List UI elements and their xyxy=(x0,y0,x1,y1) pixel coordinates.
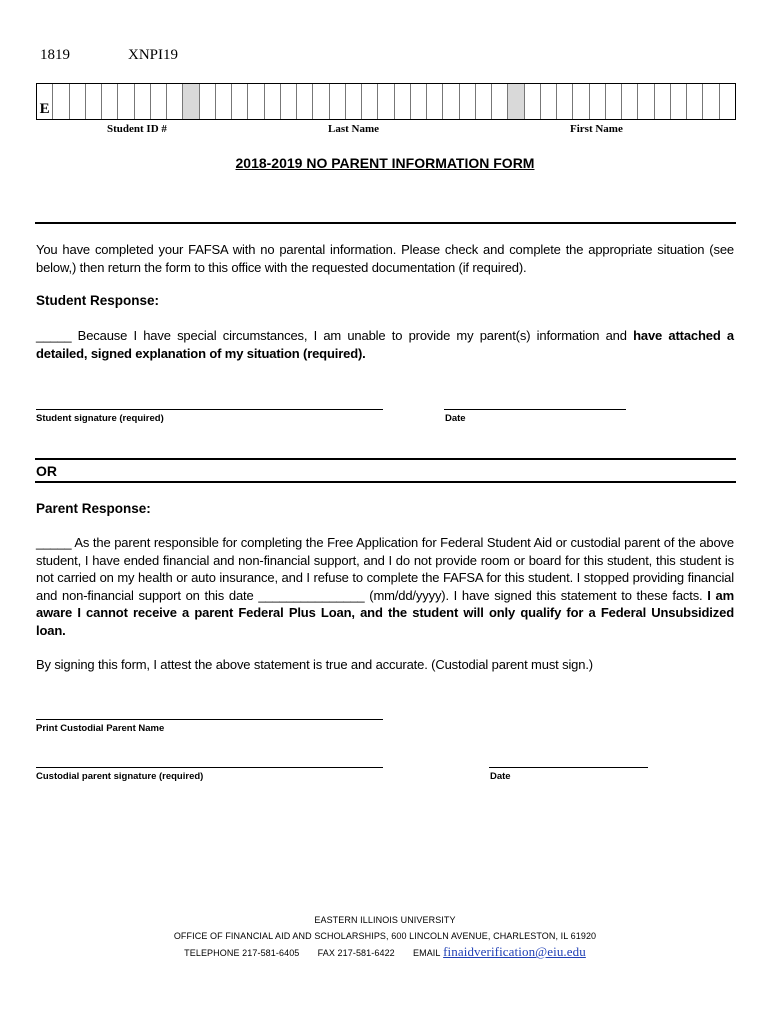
id-cell[interactable] xyxy=(167,84,183,119)
first-name-cell[interactable] xyxy=(541,84,557,119)
first-name-cell[interactable] xyxy=(655,84,671,119)
footer-email-link[interactable]: finaidverification@eiu.edu xyxy=(443,944,586,959)
first-name-cell[interactable] xyxy=(525,84,541,119)
parent-response-text xyxy=(36,534,734,639)
last-name-cell[interactable] xyxy=(216,84,232,119)
last-name-label: Last Name xyxy=(328,123,380,135)
footer-fax: FAX 217-581-6422 xyxy=(317,948,395,958)
student-date-line[interactable] xyxy=(444,409,626,410)
intro-paragraph: You have completed your FAFSA with no parental information. Please check and complete the appropriate situation (see below,) then return the form to this office with the requested documentation (if required). xyxy=(36,242,734,275)
footer-address: OFFICE OF FINANCIAL AID AND SCHOLARSHIPS, 600 LINCOLN AVENUE, CHARLESTON, IL 61920 xyxy=(173,931,597,941)
footer-email-label: EMAIL xyxy=(413,948,441,958)
first-name-cell[interactable] xyxy=(606,84,622,119)
last-name-cell[interactable] xyxy=(313,84,329,119)
student-id-name-grid xyxy=(36,83,736,120)
parent-name-label: Print Custodial Parent Name xyxy=(36,723,165,734)
first-name-cell[interactable] xyxy=(638,84,654,119)
last-name-cell[interactable] xyxy=(281,84,297,119)
last-name-cell[interactable] xyxy=(362,84,378,119)
form-code: 1819 xyxy=(40,47,70,63)
first-name-cell[interactable] xyxy=(703,84,719,119)
first-name-cell[interactable] xyxy=(590,84,606,119)
student-id-label: Student ID # xyxy=(107,123,167,135)
id-cell[interactable] xyxy=(70,84,86,119)
divider xyxy=(35,481,736,483)
last-name-cell[interactable] xyxy=(476,84,492,119)
parent-statement-bold: I am aware I cannot receive a parent Federal Plus Loan, and the student will only qualify for a Federal Unsubsidized loan. xyxy=(36,587,734,638)
last-name-cell[interactable] xyxy=(200,84,216,119)
form-version-code: XNPI19 xyxy=(128,47,179,63)
student-response-text xyxy=(36,327,734,362)
id-cell[interactable] xyxy=(135,84,151,119)
last-name-cell[interactable] xyxy=(248,84,264,119)
first-name-cell[interactable] xyxy=(622,84,638,119)
student-response-heading: Student Response: xyxy=(36,293,160,308)
parent-response-heading: Parent Response: xyxy=(36,501,151,516)
last-name-cell[interactable] xyxy=(443,84,459,119)
footer-contact xyxy=(0,944,770,960)
first-name-cell[interactable] xyxy=(671,84,687,119)
last-name-cell[interactable] xyxy=(330,84,346,119)
parent-date-label: Date xyxy=(490,771,511,782)
last-name-cell[interactable] xyxy=(427,84,443,119)
student-signature-label: Student signature (required) xyxy=(36,413,164,424)
parent-name-line[interactable] xyxy=(36,719,383,720)
first-name-cell[interactable] xyxy=(573,84,589,119)
last-name-cell[interactable] xyxy=(411,84,427,119)
id-cell[interactable] xyxy=(86,84,102,119)
id-cell[interactable] xyxy=(53,84,69,119)
footer-phone: TELEPHONE 217-581-6405 xyxy=(184,948,300,958)
last-name-cell[interactable] xyxy=(297,84,313,119)
last-name-cell[interactable] xyxy=(346,84,362,119)
divider xyxy=(35,222,736,224)
separator-cell xyxy=(183,84,199,119)
first-name-label: First Name xyxy=(570,123,623,135)
student-checkbox-blank[interactable]: _____ xyxy=(36,328,72,343)
parent-checkbox-blank[interactable]: _____ xyxy=(36,535,72,550)
id-cell[interactable] xyxy=(118,84,134,119)
last-name-cell[interactable] xyxy=(232,84,248,119)
parent-statement: As the parent responsible for completing the Free Application for Federal Student Aid or custodial parent of the above student, I have ended financial and non-financial support, and I do not provide room or board for this student, this student is not carried on my health or auto insurance, and I refuse to complete the FAFSA for this student. I stopped providing financial and non-financial support on this date _______________ (mm/dd/yyyy). I have signed this statement to these facts. xyxy=(36,535,734,603)
student-date-label: Date xyxy=(445,413,466,424)
attest-statement: By signing this form, I attest the above statement is true and accurate. (Custodial parent must sign.) xyxy=(36,657,593,672)
parent-date-line[interactable] xyxy=(489,767,648,768)
parent-signature-line[interactable] xyxy=(36,767,383,768)
form-title: 2018-2019 NO PARENT INFORMATION FORM xyxy=(235,155,535,171)
last-name-cell[interactable] xyxy=(265,84,281,119)
or-label: OR xyxy=(36,463,57,479)
student-statement-bold: have attached a detailed, signed explanation of my situation (required). xyxy=(36,328,734,361)
last-name-cell[interactable] xyxy=(492,84,508,119)
id-cell[interactable] xyxy=(102,84,118,119)
separator-cell xyxy=(508,84,524,119)
first-name-cell[interactable] xyxy=(720,84,735,119)
id-prefix-cell: E xyxy=(37,84,53,119)
footer-university: EASTERN ILLINOIS UNIVERSITY xyxy=(314,915,456,925)
divider xyxy=(35,458,736,460)
last-name-cell[interactable] xyxy=(395,84,411,119)
last-name-cell[interactable] xyxy=(378,84,394,119)
first-name-cell[interactable] xyxy=(557,84,573,119)
parent-signature-label: Custodial parent signature (required) xyxy=(36,771,204,782)
first-name-cell[interactable] xyxy=(687,84,703,119)
student-signature-line[interactable] xyxy=(36,409,383,410)
id-cell[interactable] xyxy=(151,84,167,119)
student-statement: Because I have special circumstances, I am unable to provide my parent(s) information and xyxy=(71,328,634,343)
last-name-cell[interactable] xyxy=(460,84,476,119)
